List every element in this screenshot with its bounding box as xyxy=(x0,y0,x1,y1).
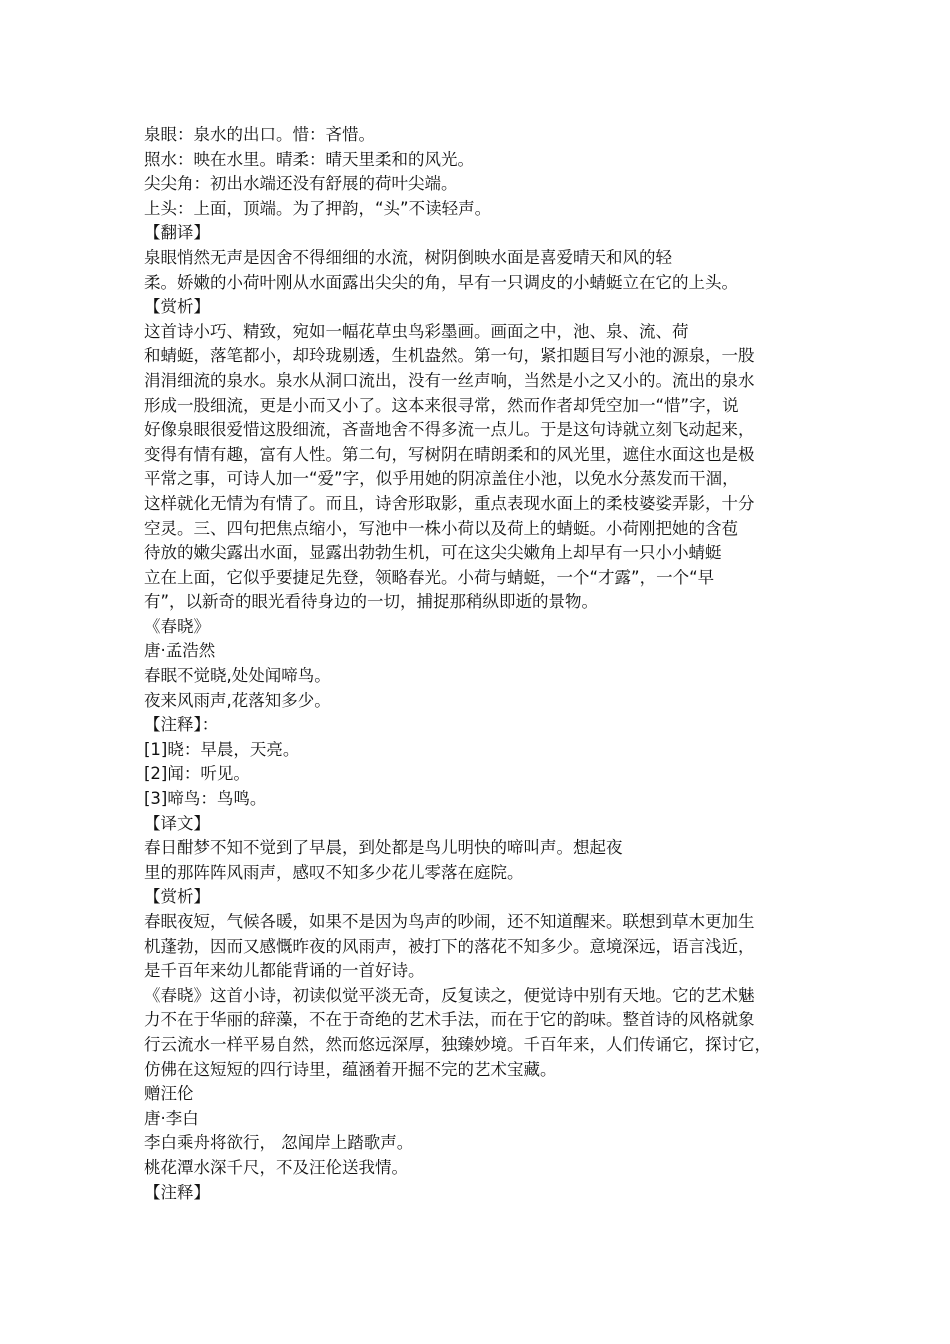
text-line: 春日酣梦不知不觉到了早晨，到处都是鸟儿明快的啼叫声。想起夜 xyxy=(144,838,623,858)
text-line: 《春晓》这首小诗，初读似觉平淡无奇，反复读之，便觉诗中别有天地。它的艺术魅 xyxy=(144,985,755,1005)
text-line: 春眠夜短，气候各暖，如果不是因为鸟声的吵闹，还不知道醒来。联想到草木更加生 xyxy=(144,912,755,931)
text-line: [2]闻：听见。 xyxy=(144,764,250,784)
poem-title: 《春晓》 xyxy=(144,616,210,636)
text-line: 变得有情有趣，富有人性。第二句，写树阴在晴朗柔和的风光里，遮住水面这也是极 xyxy=(144,444,755,464)
text-line: 有”，以新奇的眼光看待身边的一切，捕捉那稍纵即逝的景物。 xyxy=(144,592,599,612)
text-line: 是千百年来幼儿都能背诵的一首好诗。 xyxy=(144,961,425,981)
text-line: [1]晓：早晨，天亮。 xyxy=(144,739,300,759)
text-line: 力不在于华丽的辞藻，不在于奇绝的艺术手法，而在于它的韵味。整首诗的风格就象 xyxy=(144,1010,755,1030)
section-heading: 【赏析】 xyxy=(144,887,210,907)
poem-line: 桃花潭水深千尺，不及汪伦送我情。 xyxy=(144,1157,408,1177)
text-line: 这首诗小巧、精致，宛如一幅花草虫鸟彩墨画。画面之中，池、泉、流、荷 xyxy=(144,321,689,341)
text-line: 泉眼悄然无声是因舍不得细细的水流，树阴倒映水面是喜爱晴天和风的轻 xyxy=(144,247,672,267)
text-line: 和蜻蜓，落笔都小，却玲珑剔透，生机盎然。第一句，紧扣题目写小池的源泉，一股 xyxy=(144,346,755,366)
poem-line: 李白乘舟将欲行， 忽闻岸上踏歌声。 xyxy=(144,1133,414,1153)
section-heading: 【注释】： xyxy=(144,715,219,735)
text-line: 待放的嫩尖露出水面，显露出勃勃生机，可在这尖尖嫩角上却早有一只小小蜻蜓 xyxy=(144,543,722,563)
text-line: 形成一股细流，更是小而又小了。这本来很寻常，然而作者却凭空加一“惜”字，说 xyxy=(144,395,739,415)
text-line: 立在上面，它似乎要捷足先登，领略春光。小荷与蜻蜓，一个“才露”，一个“早 xyxy=(144,567,715,587)
text-line: 平常之事，可诗人加一“爱”字，似乎用她的阴凉盖住小池，以免水分蒸发而干涸， xyxy=(144,469,739,489)
text-line: 上头：上面，顶端。为了押韵，“头”不读轻声。 xyxy=(144,198,492,218)
text-line: 行云流水一样平易自然，然而悠远深厚，独臻妙境。千百年来，人们传诵它，探讨它， xyxy=(144,1034,771,1054)
poem-line: 夜来风雨声,花落知多少。 xyxy=(144,690,331,710)
poem-line: 春眠不觉晓,处处闻啼鸟。 xyxy=(144,666,331,686)
text-line: 照水：映在水里。晴柔：晴天里柔和的风光。 xyxy=(144,149,474,169)
text-line: 好像泉眼很爱惜这股细流，吝啬地舍不得多流一点儿。于是这句诗就立刻飞动起来， xyxy=(144,420,755,440)
poem-author: 唐·孟浩然 xyxy=(144,641,216,661)
text-line: 泉眼：泉水的出口。惜：吝惜。 xyxy=(144,125,375,144)
text-line: 涓涓细流的泉水。泉水从洞口流出，没有一丝声响，当然是小之又小的。流出的泉水 xyxy=(144,370,755,390)
section-heading: 【注释】 xyxy=(144,1182,210,1202)
section-heading: 【翻译】 xyxy=(144,223,210,243)
text-line: [3]啼鸟：鸟鸣。 xyxy=(144,789,267,809)
text-line: 尖尖角：初出水端还没有舒展的荷叶尖端。 xyxy=(144,174,458,194)
text-line: 仿佛在这短短的四行诗里，蕴涵着开掘不完的艺术宝藏。 xyxy=(144,1059,557,1079)
poem-title: 赠汪伦 xyxy=(144,1084,194,1104)
poem-author: 唐·李白 xyxy=(144,1108,199,1128)
text-line: 这样就化无情为有情了。而且，诗舍形取影，重点表现水面上的柔枝婆娑弄影，十分 xyxy=(144,493,755,513)
document-text xyxy=(144,123,784,1205)
text-line: 空灵。三、四句把焦点缩小，写池中一株小荷以及荷上的蜻蜓。小荷刚把她的含苞 xyxy=(144,518,738,538)
text-line: 机蓬勃，因而又感慨昨夜的风雨声，被打下的落花不知多少。意境深远，语言浅近， xyxy=(144,936,755,956)
text-line: 柔。娇嫩的小荷叶刚从水面露出尖尖的角，早有一只调皮的小蜻蜓立在它的上头。 xyxy=(144,272,738,292)
text-line: 里的那阵阵风雨声，感叹不知多少花儿零落在庭院。 xyxy=(144,862,524,882)
section-heading: 【译文】 xyxy=(144,813,210,833)
section-heading: 【赏析】 xyxy=(144,297,210,317)
